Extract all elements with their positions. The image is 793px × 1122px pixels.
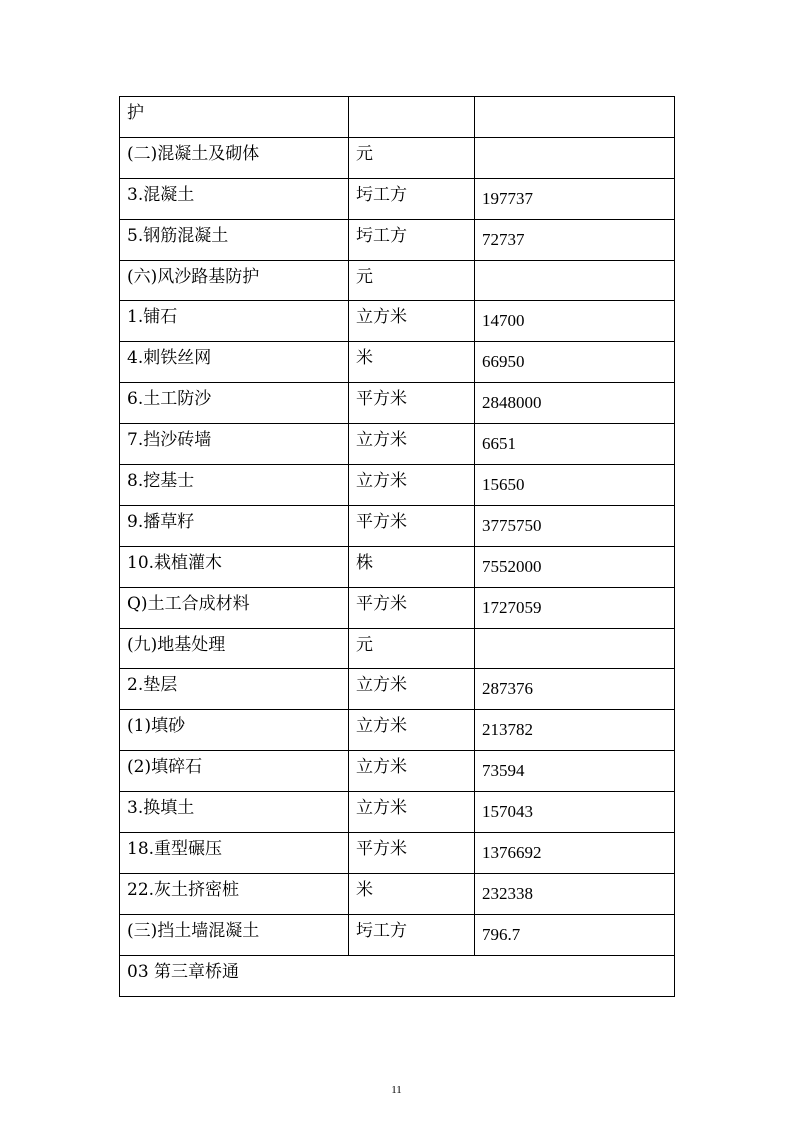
table-row (120, 873, 675, 914)
item-cell: Q)土工合成材料 (120, 587, 349, 628)
table-row (120, 505, 675, 546)
quantity-cell: 232338 (475, 873, 675, 914)
quantity-cell: 1376692 (475, 833, 675, 874)
unit-cell: 元 (349, 137, 475, 178)
quantity-cell: 15650 (475, 465, 675, 506)
item-cell: (六)风沙路基防护 (120, 260, 349, 301)
item-cell: 3.换填土 (120, 792, 349, 833)
item-cell: (九)地基处理 (120, 628, 349, 669)
table-row (120, 383, 675, 424)
quantity-table (119, 96, 675, 997)
item-cell: (2)填碎石 (120, 751, 349, 792)
table-row (120, 465, 675, 506)
unit-cell: 平方米 (349, 505, 475, 546)
quantity-cell (475, 260, 675, 301)
unit-cell: 元 (349, 260, 475, 301)
quantity-cell: 72737 (475, 219, 675, 260)
quantity-cell: 6651 (475, 424, 675, 465)
unit-cell: 圬工方 (349, 914, 475, 955)
quantity-cell: 2848000 (475, 383, 675, 424)
table-row (120, 342, 675, 383)
unit-cell (349, 97, 475, 138)
quantity-cell: 157043 (475, 792, 675, 833)
quantity-cell: 796.7 (475, 914, 675, 955)
table-row (120, 914, 675, 955)
unit-cell: 株 (349, 546, 475, 587)
quantity-table-body (120, 97, 675, 997)
item-cell: (1)填砂 (120, 710, 349, 751)
quantity-cell: 213782 (475, 710, 675, 751)
table-row (120, 301, 675, 342)
table-row (120, 137, 675, 178)
page-number: 11 (391, 1084, 402, 1096)
item-cell: 22.灰土挤密桩 (120, 873, 349, 914)
table-row (120, 260, 675, 301)
item-cell: 2.垫层 (120, 669, 349, 710)
table-row (120, 546, 675, 587)
item-cell: 8.挖基士 (120, 465, 349, 506)
unit-cell: 圬工方 (349, 178, 475, 219)
item-cell: 6.土工防沙 (120, 383, 349, 424)
unit-cell: 米 (349, 342, 475, 383)
table-row (120, 710, 675, 751)
unit-cell: 立方米 (349, 751, 475, 792)
unit-cell: 立方米 (349, 301, 475, 342)
item-cell: 1.铺石 (120, 301, 349, 342)
item-cell: 7.挡沙砖墙 (120, 424, 349, 465)
unit-cell: 立方米 (349, 465, 475, 506)
table-row (120, 587, 675, 628)
unit-cell: 立方米 (349, 792, 475, 833)
quantity-cell (475, 97, 675, 138)
item-cell: 护 (120, 97, 349, 138)
table-row (120, 669, 675, 710)
table-row (120, 833, 675, 874)
quantity-cell (475, 628, 675, 669)
item-cell: 9.播草籽 (120, 505, 349, 546)
quantity-cell: 287376 (475, 669, 675, 710)
table-row (120, 751, 675, 792)
unit-cell: 立方米 (349, 669, 475, 710)
item-cell: 10.栽植灌木 (120, 546, 349, 587)
quantity-cell: 1727059 (475, 587, 675, 628)
item-cell: 3.混凝土 (120, 178, 349, 219)
table-row (120, 792, 675, 833)
unit-cell: 平方米 (349, 587, 475, 628)
quantity-cell (475, 137, 675, 178)
unit-cell: 平方米 (349, 383, 475, 424)
quantity-cell: 3775750 (475, 505, 675, 546)
table-footer-row (120, 955, 675, 996)
table-row (120, 628, 675, 669)
unit-cell: 平方米 (349, 833, 475, 874)
quantity-cell: 7552000 (475, 546, 675, 587)
quantity-cell: 197737 (475, 178, 675, 219)
item-cell: 4.刺铁丝网 (120, 342, 349, 383)
quantity-cell: 14700 (475, 301, 675, 342)
unit-cell: 立方米 (349, 710, 475, 751)
item-cell: 18.重型碾压 (120, 833, 349, 874)
unit-cell: 立方米 (349, 424, 475, 465)
table-row (120, 219, 675, 260)
unit-cell: 米 (349, 873, 475, 914)
item-cell: (二)混凝土及砌体 (120, 137, 349, 178)
item-cell: 5.钢筋混凝土 (120, 219, 349, 260)
quantity-cell: 66950 (475, 342, 675, 383)
unit-cell: 圬工方 (349, 219, 475, 260)
chapter-heading-cell: 03 第三章桥通 (120, 955, 675, 996)
unit-cell: 元 (349, 628, 475, 669)
table-row (120, 178, 675, 219)
table-row (120, 97, 675, 138)
item-cell: (三)挡土墙混凝土 (120, 914, 349, 955)
quantity-cell: 73594 (475, 751, 675, 792)
table-row (120, 424, 675, 465)
